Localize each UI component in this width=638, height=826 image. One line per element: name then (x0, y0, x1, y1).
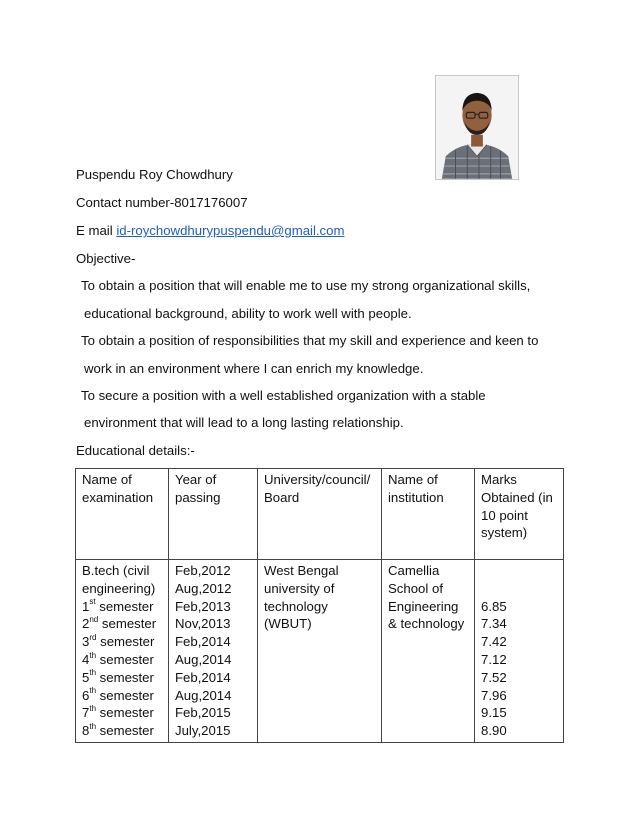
header-examination: Name of examination (76, 469, 169, 560)
portrait-image (436, 76, 518, 179)
examination-cell: B.tech (civil engineering) 1st semester 2nd semester 3rd semester 4th semester 5th semester 6th semester 7th semester 8th semester (76, 560, 169, 743)
education-table (75, 468, 564, 743)
objective-heading: Objective- (76, 251, 136, 266)
objective-line: environment that will lead to a long lasting relationship. (84, 415, 404, 430)
objective-line: To obtain a position of responsibilities that my skill and experience and keen to (81, 333, 539, 348)
header-university: University/council/ Board (258, 469, 382, 560)
profile-photo (435, 75, 519, 180)
header-year: Year of passing (169, 469, 258, 560)
objective-line: To secure a position with a well established organization with a stable (81, 388, 486, 403)
header-institution: Name of institution (382, 469, 475, 560)
objective-line: work in an environment where I can enrich my knowledge. (84, 361, 424, 376)
objective-line: To obtain a position that will enable me to use my strong organizational skills, (81, 278, 531, 293)
marks-cell: 6.85 7.34 7.42 7.12 7.52 7.96 9.15 8.90 (475, 560, 564, 743)
header-marks: Marks Obtained (in 10 point system) (475, 469, 564, 560)
email-link[interactable]: id-roychowdhurypuspendu@gmail.com (116, 223, 345, 238)
education-heading: Educational details:- (76, 443, 195, 458)
objective-line: educational background, ability to work well with people. (84, 306, 412, 321)
university-cell: West Bengal university of technology (WBUT) (258, 560, 382, 743)
table-row (76, 560, 564, 743)
email-prefix: E mail (76, 223, 117, 238)
year-cell: Feb,2012 Aug,2012 Feb,2013 Nov,2013 Feb,2014 Aug,2014 Feb,2014 Aug,2014 Feb,2015 July,2015 (169, 560, 258, 743)
contact-number: Contact number-8017176007 (76, 195, 248, 210)
candidate-name: Puspendu Roy Chowdhury (76, 167, 233, 182)
email-line (76, 222, 344, 240)
institution-cell: Camellia School of Engineering & technology (382, 560, 475, 743)
table-header-row (76, 469, 564, 560)
